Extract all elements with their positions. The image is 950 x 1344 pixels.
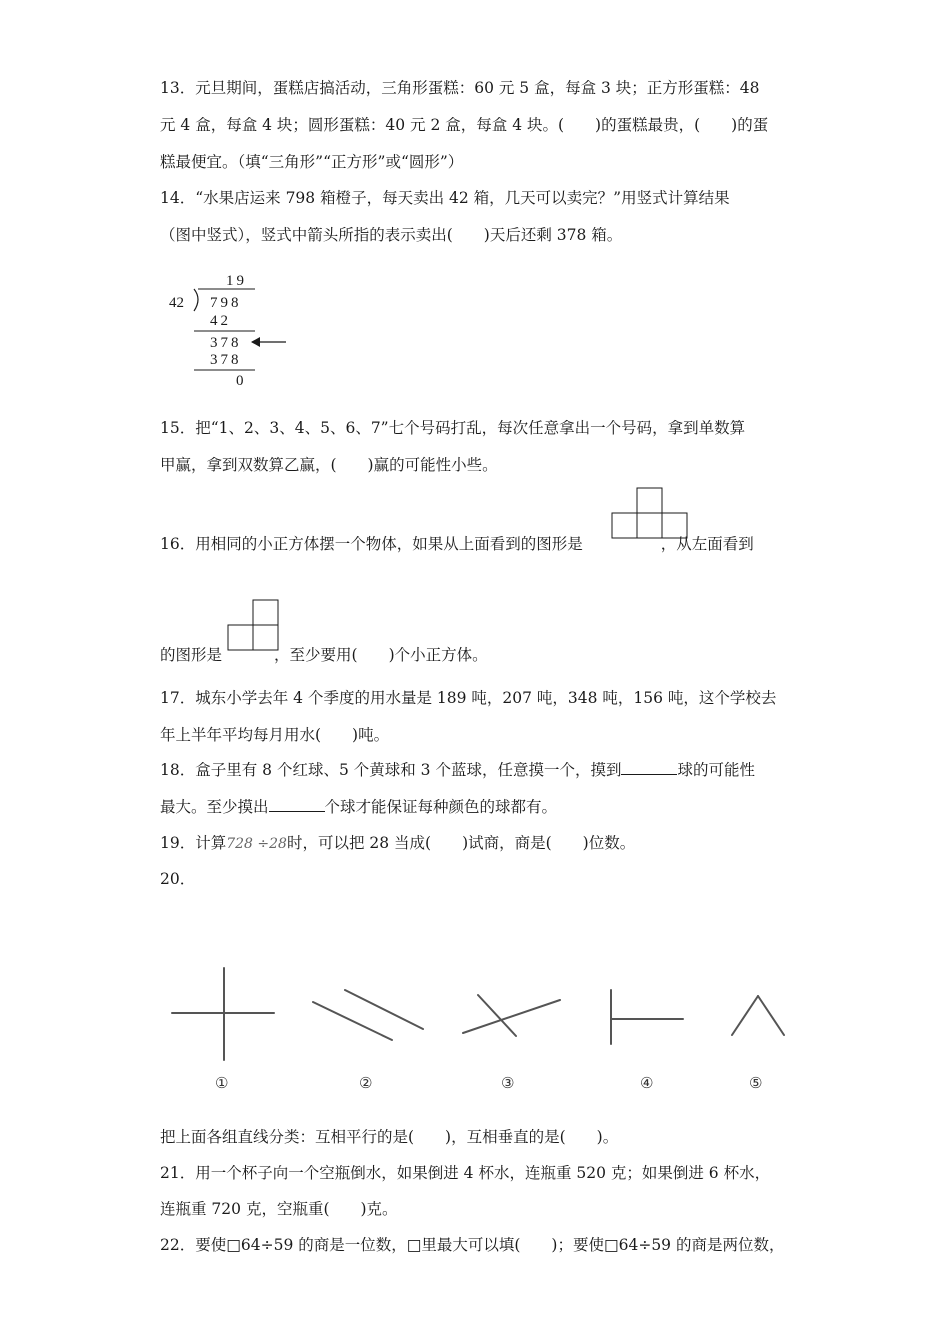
q17-line2: 年上半年平均每月用水( )吨。 bbox=[160, 726, 390, 744]
q18-line2-after: 个球才能保证每种颜色的球都有。 bbox=[324, 798, 558, 816]
q14-line2: （图中竖式），竖式中箭头所指的表示卖出( )天后还剩 378 箱。 bbox=[160, 226, 623, 244]
q19-line bbox=[160, 833, 635, 854]
q14-line1: 14．“水果店运来 798 箱橙子，每天卖出 42 箱，几天可以卖完？”用竖式计算结果 bbox=[160, 189, 730, 207]
line-pairs-figure bbox=[160, 960, 800, 1100]
q19-before: 19．计算 bbox=[160, 834, 227, 852]
q16-line2-before: 的图形是 bbox=[160, 646, 223, 664]
q18-line2 bbox=[160, 797, 557, 817]
line-pair-3 bbox=[463, 995, 560, 1036]
q17-line1: 17．城东小学去年 4 个季度的用水量是 189 吨，207 吨，348 吨，156 吨，这个学校去 bbox=[160, 689, 777, 707]
answer-blank[interactable] bbox=[621, 760, 677, 775]
q15-line2: 甲赢，拿到双数算乙赢，( )赢的可能性小些。 bbox=[160, 456, 498, 474]
q18-line1-after: 球的可能性 bbox=[677, 761, 755, 779]
pair-label-3: ③ bbox=[501, 1074, 515, 1092]
q18-line2-before: 最大。至少摸出 bbox=[160, 798, 269, 816]
answer-blank[interactable] bbox=[269, 797, 325, 812]
q16-line1-before: 16．用相同的小正方体摆一个物体，如果从上面看到的图形是 bbox=[160, 535, 583, 553]
q20-number: 20． bbox=[160, 870, 196, 888]
q18-line1-before: 18．盒子里有 8 个红球、5 个黄球和 3 个蓝球，任意摸一个，摸到 bbox=[160, 761, 622, 779]
line-pair-1 bbox=[172, 968, 274, 1060]
arrow-left-icon bbox=[251, 337, 286, 347]
q18-line1 bbox=[160, 760, 755, 780]
q13-line3: 糕最便宜。（填“三角形”“正方形”或“圆形”） bbox=[160, 153, 464, 171]
division-step1: 42 bbox=[210, 313, 231, 329]
q16-line2-after: ，至少要用( )个小正方体。 bbox=[274, 646, 488, 664]
pair-label-2: ② bbox=[359, 1074, 373, 1092]
pair-label-1: ① bbox=[215, 1074, 229, 1092]
q20-question: 把上面各组直线分类：互相平行的是( )，互相垂直的是( )。 bbox=[160, 1128, 619, 1146]
q22-line1: 22．要使□64÷59 的商是一位数，□里最大可以填( )；要使□64÷59 的商是两位数， bbox=[160, 1236, 785, 1254]
pair-label-5: ⑤ bbox=[749, 1074, 763, 1092]
q13-line2: 元 4 盒，每盒 4 块；圆形蛋糕：40 元 2 盒，每盒 4 块。( )的蛋糕最贵，( )的蛋 bbox=[160, 116, 769, 134]
q15-line1: 15．把“1、2、3、4、5、6、7”七个号码打乱，每次任意拿出一个号码，拿到单数算 bbox=[160, 419, 746, 437]
line-pair-4 bbox=[611, 990, 683, 1044]
left-view-figure bbox=[226, 598, 282, 654]
division-final: 0 bbox=[236, 373, 244, 389]
q19-math-expression: 728 ÷28 bbox=[226, 836, 287, 852]
line-pair-5 bbox=[732, 996, 784, 1035]
division-step2: 378 bbox=[210, 352, 242, 368]
top-view-figure bbox=[610, 486, 690, 541]
division-quotient: 19 bbox=[226, 273, 247, 289]
long-division-figure bbox=[160, 265, 300, 390]
q21-line2: 连瓶重 720 克，空瓶重( )克。 bbox=[160, 1200, 398, 1218]
division-divisor: 42 bbox=[169, 295, 184, 311]
division-remainder1: 378 bbox=[210, 335, 242, 351]
q19-after: 时，可以把 28 当成( )试商，商是( )位数。 bbox=[286, 834, 636, 852]
q16-line1-after: ，从左面看到 bbox=[660, 535, 754, 553]
q21-line1: 21．用一个杯子向一个空瓶倒水，如果倒进 4 杯水，连瓶重 520 克；如果倒进 6 杯水， bbox=[160, 1164, 771, 1182]
q13-line1: 13．元旦期间，蛋糕店搞活动，三角形蛋糕：60 元 5 盒，每盒 3 块；正方形蛋糕：48 bbox=[160, 79, 760, 97]
division-dividend: 798 bbox=[210, 295, 242, 311]
q16-line2 bbox=[160, 645, 488, 665]
line-pair-2 bbox=[313, 990, 423, 1040]
pair-label-4: ④ bbox=[640, 1074, 654, 1092]
